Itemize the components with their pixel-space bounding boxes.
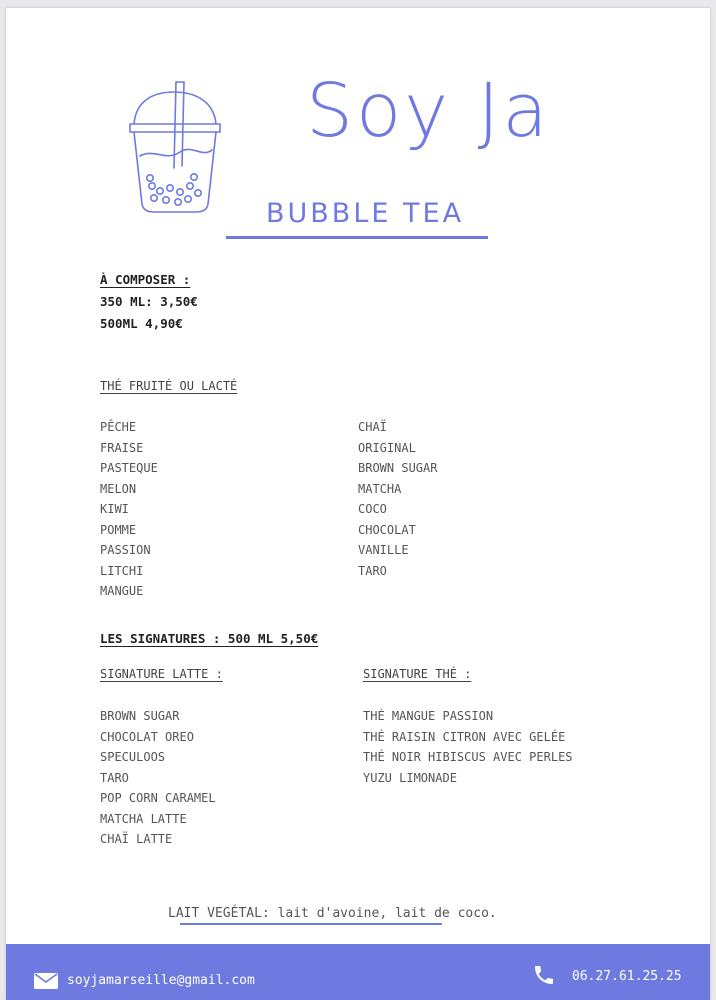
list-item: VANILLE xyxy=(358,543,409,557)
list-item: TARO xyxy=(100,770,129,785)
list-item: TARO xyxy=(358,563,387,578)
signatures-heading: LES SIGNATURES : 500 ML 5,50€ xyxy=(100,631,319,646)
price-350ml: 350 ML: 3,50€ xyxy=(100,294,198,309)
pricing-heading: À COMPOSER : xyxy=(100,272,191,287)
list-item: THÉ NOIR HIBISCUS AVEC PERLES xyxy=(363,750,573,764)
list-item: BROWN SUGAR xyxy=(100,709,180,723)
list-item: SPECULOOS xyxy=(100,750,166,764)
signature-the-heading: SIGNATURE THÉ : xyxy=(363,667,472,681)
list-item: LITCHI xyxy=(100,563,144,578)
contact-phone[interactable]: 06.27.61.25.25 xyxy=(572,969,682,984)
list-item: CHAÏ xyxy=(358,420,387,434)
signature-latte-heading: SIGNATURE LATTE : xyxy=(100,667,223,681)
list-item: MANGUE xyxy=(100,584,144,598)
milk-flavors-list xyxy=(358,417,437,581)
list-item: ORIGINAL xyxy=(358,440,416,455)
tagline-underline xyxy=(226,236,488,239)
list-item: BROWN SUGAR xyxy=(358,461,438,475)
fruit-flavors-list xyxy=(100,417,158,602)
the-fruite-heading: THÉ FRUITÉ OU LACTÉ xyxy=(100,379,238,393)
vegetal-milk-note: LAIT VEGÉTAL: lait d'avoine, lait de coco. xyxy=(168,906,497,921)
list-item: FRAISE xyxy=(100,440,144,455)
list-item: MATCHA xyxy=(358,481,402,496)
list-item: THÉ MANGUE PASSION xyxy=(363,709,494,723)
list-item: PASTEQUE xyxy=(100,461,158,475)
list-item: CHOCOLAT xyxy=(358,522,416,537)
envelope-icon xyxy=(34,973,58,989)
list-item: KIWI xyxy=(100,502,129,516)
bubble-tea-cup-icon xyxy=(124,80,224,220)
list-item: CHAÏ LATTE xyxy=(100,832,173,846)
list-item: MATCHA LATTE xyxy=(100,811,187,826)
list-item: COCO xyxy=(358,502,387,516)
signature-latte-list xyxy=(100,706,216,850)
contact-email[interactable]: soyjamarseille@gmail.com xyxy=(67,973,255,988)
list-item: PÊCHE xyxy=(100,420,137,434)
list-item: POP CORN CARAMEL xyxy=(100,791,216,805)
brand-name: Soy Ja xyxy=(306,68,551,154)
signature-the-list xyxy=(363,706,573,788)
menu-page xyxy=(6,8,710,1000)
brand-tagline: BUBBLE TEA xyxy=(266,198,465,229)
phone-icon xyxy=(532,963,556,987)
list-item: CHOCOLAT OREO xyxy=(100,729,194,744)
list-item: THÉ RAISIN CITRON AVEC GELÉE xyxy=(363,729,566,744)
contact-footer xyxy=(6,944,710,1000)
vegetal-underline xyxy=(180,923,442,925)
list-item: YUZU LIMONADE xyxy=(363,770,457,785)
list-item: PASSION xyxy=(100,543,151,557)
list-item: POMME xyxy=(100,522,137,537)
price-500ml: 500ML 4,90€ xyxy=(100,316,183,331)
list-item: MELON xyxy=(100,481,137,496)
